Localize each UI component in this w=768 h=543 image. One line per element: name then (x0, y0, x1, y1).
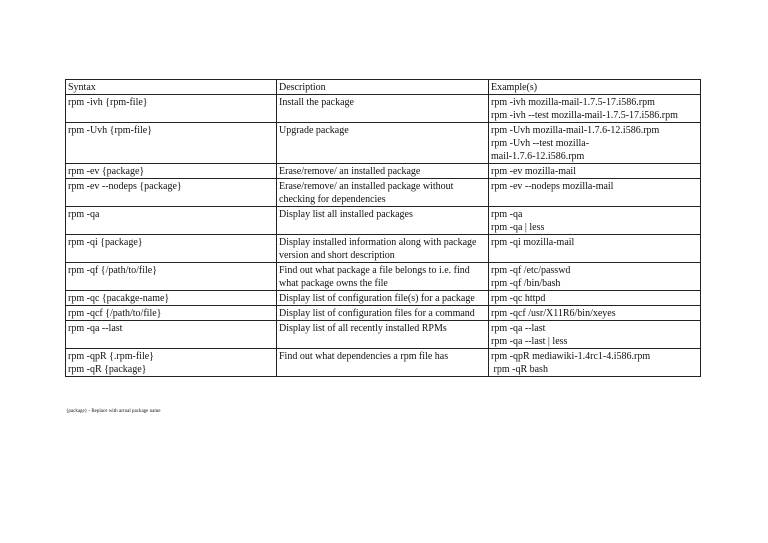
example-line: rpm -Uvh --test mozilla- (491, 138, 590, 149)
description-text: Display list all installed packages (279, 209, 413, 220)
examples-cell (489, 263, 701, 291)
description-text: Install the package (279, 97, 354, 108)
syntax-line: rpm -qa (68, 209, 100, 220)
examples-cell (489, 95, 701, 123)
description-cell (277, 235, 489, 263)
description-cell (277, 123, 489, 164)
example-line: rpm -qc httpd (491, 293, 546, 304)
syntax-line: rpm -ev --nodeps {package} (68, 181, 182, 192)
syntax-line: rpm -qc {pacakge-name} (68, 293, 170, 304)
table-header-row (66, 80, 701, 95)
table-row (66, 349, 701, 377)
syntax-cell (66, 306, 277, 321)
table-body (66, 95, 701, 377)
description-cell (277, 349, 489, 377)
syntax-cell (66, 95, 277, 123)
syntax-line: rpm -Uvh {rpm-file} (68, 125, 153, 136)
table-row (66, 263, 701, 291)
example-line: rpm -ivh mozilla-mail-1.7.5-17.i586.rpm (491, 97, 655, 108)
header-description: Description (277, 80, 489, 95)
examples-cell (489, 235, 701, 263)
syntax-line: rpm -qR {package} (68, 364, 147, 375)
description-text: Erase/remove/ an installed package (279, 166, 421, 177)
example-line: rpm -qa --last (491, 323, 546, 334)
footnote: {package} - Replace with actual package name (66, 409, 161, 414)
example-line: rpm -qf /bin/bash (491, 278, 561, 289)
example-line: rpm -qa --last | less (491, 336, 568, 347)
table-row (66, 291, 701, 306)
table-row (66, 123, 701, 164)
example-line: rpm -ev mozilla-mail (491, 166, 576, 177)
syntax-line: rpm -qf {/path/to/file} (68, 265, 158, 276)
syntax-cell (66, 235, 277, 263)
table-row (66, 306, 701, 321)
rpm-command-table (65, 79, 701, 377)
syntax-line: rpm -qi {package} (68, 237, 143, 248)
example-line: rpm -qa | less (491, 222, 545, 233)
syntax-line: rpm -qa --last (68, 323, 123, 334)
description-text: Upgrade package (279, 125, 349, 136)
syntax-line: rpm -ivh {rpm-file} (68, 97, 148, 108)
table-row (66, 179, 701, 207)
examples-cell (489, 164, 701, 179)
description-cell (277, 306, 489, 321)
syntax-cell (66, 179, 277, 207)
description-cell (277, 95, 489, 123)
table-row (66, 207, 701, 235)
example-line: rpm -qf /etc/passwd (491, 265, 571, 276)
header-syntax: Syntax (66, 80, 277, 95)
description-cell (277, 321, 489, 349)
syntax-cell (66, 207, 277, 235)
description-cell (277, 179, 489, 207)
examples-cell (489, 349, 701, 377)
description-text: Display list of configuration files for a command (279, 308, 475, 319)
example-line: rpm -qpR mediawiki-1.4rc1-4.i586.rpm (491, 351, 651, 362)
syntax-line: rpm -qcf {/path/to/file} (68, 308, 162, 319)
description-cell (277, 263, 489, 291)
description-cell (277, 207, 489, 235)
syntax-line: rpm -ev {package} (68, 166, 145, 177)
examples-cell (489, 123, 701, 164)
syntax-cell (66, 263, 277, 291)
example-line: rpm -qa (491, 209, 523, 220)
example-line: rpm -qR bash (491, 364, 548, 375)
examples-cell (489, 291, 701, 306)
description-text: Find out what package a file belongs to i.e. find what package owns the file (279, 265, 470, 289)
description-cell (277, 291, 489, 306)
header-examples: Example(s) (489, 80, 701, 95)
examples-cell (489, 306, 701, 321)
examples-cell (489, 321, 701, 349)
syntax-cell (66, 291, 277, 306)
syntax-cell (66, 164, 277, 179)
table-row (66, 235, 701, 263)
examples-cell (489, 207, 701, 235)
description-text: Find out what dependencies a rpm file has (279, 351, 449, 362)
description-cell (277, 164, 489, 179)
example-line: rpm -qi mozilla-mail (491, 237, 575, 248)
syntax-cell (66, 349, 277, 377)
description-text: Display installed information along with package version and short description (279, 237, 477, 261)
syntax-cell (66, 123, 277, 164)
syntax-line: rpm -qpR {.rpm-file} (68, 351, 154, 362)
table-row (66, 95, 701, 123)
description-text: Display list of configuration file(s) for a package (279, 293, 475, 304)
example-line: rpm -Uvh mozilla-mail-1.7.6-12.i586.rpm (491, 125, 660, 136)
table-row (66, 321, 701, 349)
syntax-cell (66, 321, 277, 349)
table-row (66, 164, 701, 179)
example-line: rpm -qcf /usr/X11R6/bin/xeyes (491, 308, 616, 319)
examples-cell (489, 179, 701, 207)
example-line: mail-1.7.6-12.i586.rpm (491, 151, 585, 162)
example-line: rpm -ev --nodeps mozilla-mail (491, 181, 614, 192)
description-text: Erase/remove/ an installed package without checking for dependencies (279, 181, 454, 205)
description-text: Display list of all recently installed RPMs (279, 323, 447, 334)
example-line: rpm -ivh --test mozilla-mail-1.7.5-17.i586.rpm (491, 110, 678, 121)
